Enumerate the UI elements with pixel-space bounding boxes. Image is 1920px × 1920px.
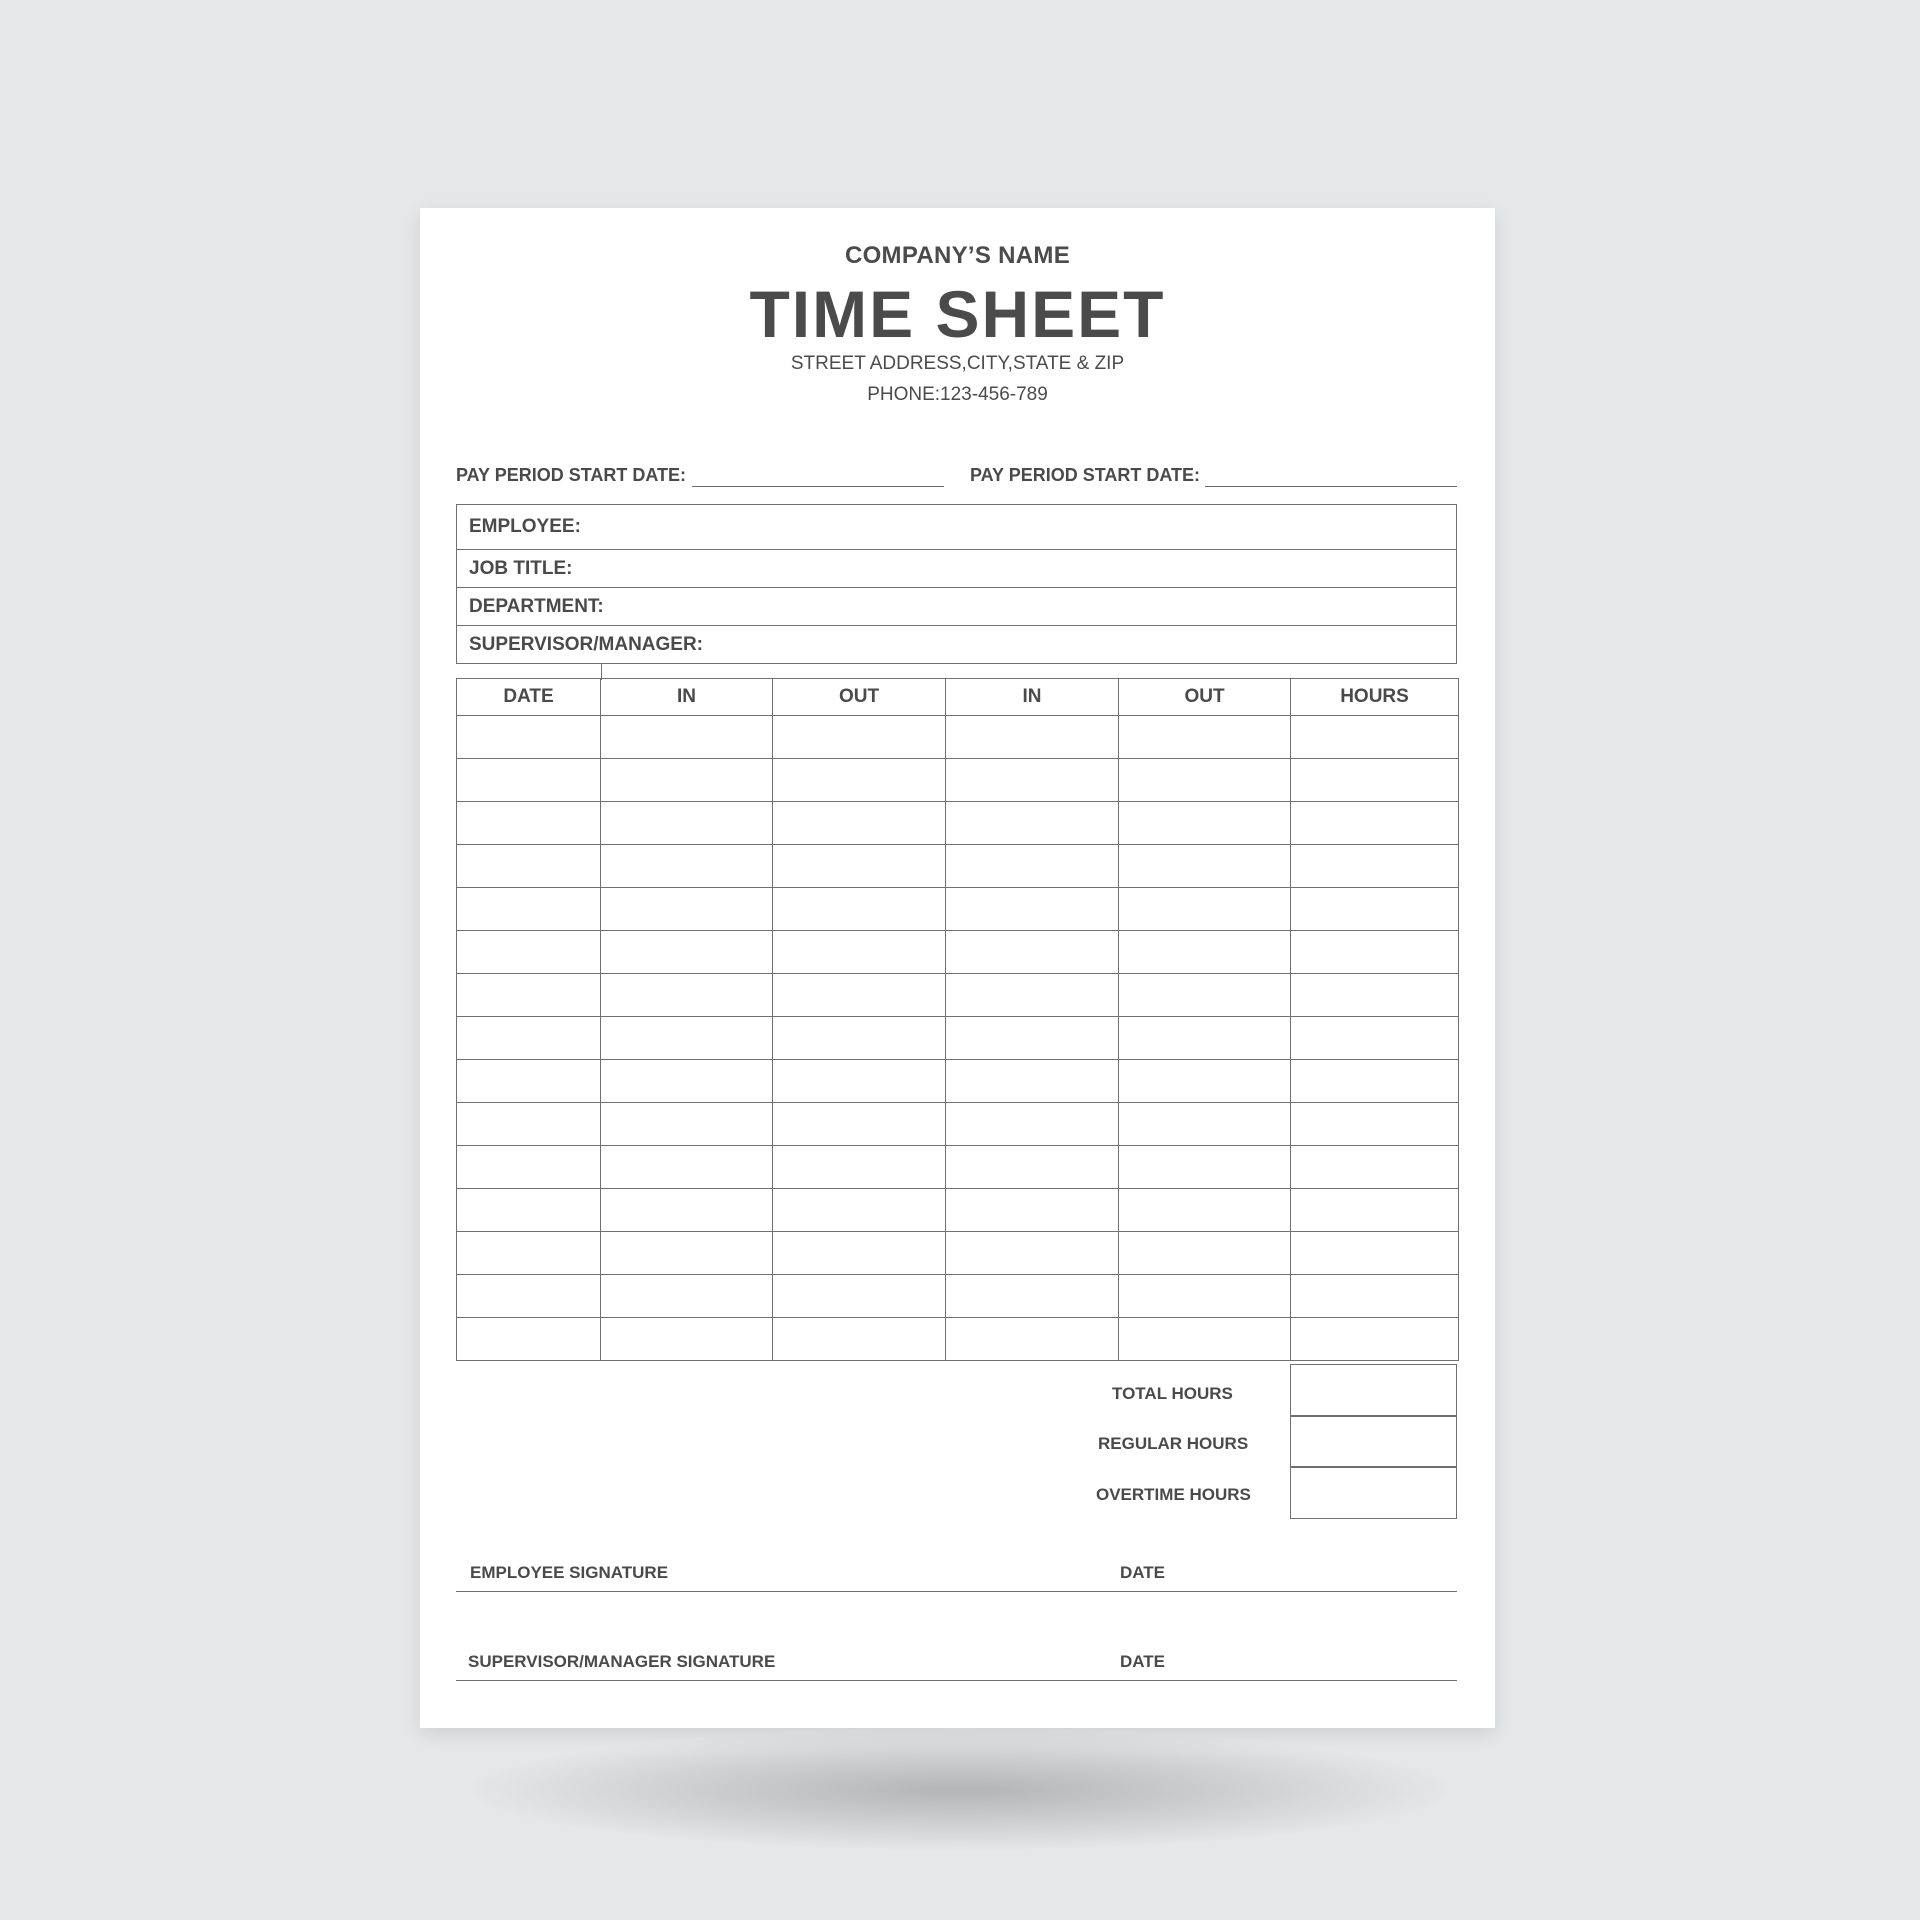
cell-in-2[interactable] [946, 1189, 1119, 1232]
cell-date[interactable] [457, 716, 601, 759]
cell-out-2[interactable] [1119, 1103, 1291, 1146]
cell-hours[interactable] [1291, 1103, 1459, 1146]
cell-in-2[interactable] [946, 802, 1119, 845]
cell-out-1[interactable] [773, 888, 946, 931]
cell-date[interactable] [457, 1146, 601, 1189]
cell-in-1[interactable] [601, 845, 773, 888]
cell-in-1[interactable] [601, 1232, 773, 1275]
table-row [457, 1275, 1459, 1318]
cell-out-2[interactable] [1119, 716, 1291, 759]
cell-in-1[interactable] [601, 1017, 773, 1060]
cell-out-2[interactable] [1119, 1017, 1291, 1060]
cell-in-2[interactable] [946, 931, 1119, 974]
column-header-out: OUT [1119, 679, 1291, 716]
table-row [457, 759, 1459, 802]
cell-out-1[interactable] [773, 1189, 946, 1232]
department-field[interactable] [457, 588, 1456, 626]
company-address: STREET ADDRESS,CITY,STATE & ZIP [790, 353, 1125, 374]
table-header-row [457, 679, 1459, 716]
cell-hours[interactable] [1291, 1275, 1459, 1318]
table-row [457, 888, 1459, 931]
cell-out-1[interactable] [773, 931, 946, 974]
cell-hours[interactable] [1291, 1318, 1459, 1361]
regular-hours-label: REGULAR HOURS [1098, 1434, 1249, 1453]
cell-out-2[interactable] [1119, 759, 1291, 802]
cell-in-1[interactable] [601, 1189, 773, 1232]
table-row [457, 1017, 1459, 1060]
cell-date[interactable] [457, 802, 601, 845]
total-hours-label: TOTAL HOURS [1112, 1384, 1233, 1403]
paper-shadow [470, 1730, 1450, 1850]
cell-date[interactable] [457, 1318, 601, 1361]
cell-in-2[interactable] [946, 1318, 1119, 1361]
cell-out-1[interactable] [773, 802, 946, 845]
company-name: COMPANY’S NAME [844, 242, 1071, 269]
cell-out-2[interactable] [1119, 845, 1291, 888]
cell-in-2[interactable] [946, 1103, 1119, 1146]
employee-info-box [456, 504, 1457, 664]
cell-out-2[interactable] [1119, 1189, 1291, 1232]
regular-hours-field[interactable] [1290, 1415, 1457, 1468]
cell-date[interactable] [457, 1017, 601, 1060]
cell-out-2[interactable] [1119, 1275, 1291, 1318]
cell-date[interactable] [457, 845, 601, 888]
column-header-in: IN [946, 679, 1119, 716]
table-row [457, 802, 1459, 845]
cell-in-1[interactable] [601, 931, 773, 974]
column-header-hours: HOURS [1291, 679, 1459, 716]
cell-out-1[interactable] [773, 759, 946, 802]
cell-hours[interactable] [1291, 974, 1459, 1017]
cell-in-2[interactable] [946, 888, 1119, 931]
employee-field[interactable] [457, 505, 1456, 550]
cell-in-1[interactable] [601, 1060, 773, 1103]
cell-date[interactable] [457, 1275, 601, 1318]
cell-date[interactable] [457, 931, 601, 974]
cell-out-1[interactable] [773, 1060, 946, 1103]
employee-date-label: DATE [1120, 1563, 1166, 1582]
cell-in-1[interactable] [601, 974, 773, 1017]
cell-in-2[interactable] [946, 759, 1119, 802]
table-row [457, 1189, 1459, 1232]
total-hours-field[interactable] [1290, 1364, 1457, 1417]
employee-signature-label: EMPLOYEE SIGNATURE [470, 1563, 669, 1582]
cell-in-1[interactable] [601, 1318, 773, 1361]
cell-date[interactable] [457, 974, 601, 1017]
cell-out-1[interactable] [773, 1275, 946, 1318]
cell-out-2[interactable] [1119, 1318, 1291, 1361]
cell-date[interactable] [457, 1232, 601, 1275]
table-row [457, 1146, 1459, 1189]
cell-in-1[interactable] [601, 1275, 773, 1318]
table-row [457, 974, 1459, 1017]
cell-in-2[interactable] [946, 974, 1119, 1017]
cell-hours[interactable] [1291, 888, 1459, 931]
cell-in-1[interactable] [601, 759, 773, 802]
cell-in-2[interactable] [946, 1146, 1119, 1189]
cell-in-2[interactable] [946, 1232, 1119, 1275]
cell-out-2[interactable] [1119, 974, 1291, 1017]
table-body [457, 716, 1459, 1361]
cell-in-1[interactable] [601, 802, 773, 845]
cell-out-2[interactable] [1119, 888, 1291, 931]
cell-in-2[interactable] [946, 1275, 1119, 1318]
cell-in-2[interactable] [946, 716, 1119, 759]
supervisor-manager-label: SUPERVISOR/MANAGER: [469, 633, 704, 655]
cell-in-1[interactable] [601, 1146, 773, 1189]
department-label: DEPARTMENT: [469, 595, 604, 617]
cell-date[interactable] [457, 759, 601, 802]
supervisor-manager-field[interactable] [457, 626, 1456, 663]
cell-in-2[interactable] [946, 1017, 1119, 1060]
cell-out-1[interactable] [773, 716, 946, 759]
table-row [457, 931, 1459, 974]
cell-date[interactable] [457, 888, 601, 931]
cell-out-2[interactable] [1119, 802, 1291, 845]
job-title-label: JOB TITLE: [469, 557, 573, 579]
cell-out-1[interactable] [773, 1017, 946, 1060]
table-row [457, 1060, 1459, 1103]
cell-hours[interactable] [1291, 759, 1459, 802]
cell-out-1[interactable] [773, 1318, 946, 1361]
cell-out-2[interactable] [1119, 1232, 1291, 1275]
cell-hours[interactable] [1291, 1017, 1459, 1060]
cell-out-2[interactable] [1119, 1146, 1291, 1189]
company-phone: PHONE:123-456-789 [867, 384, 1048, 405]
time-sheet-paper [420, 208, 1495, 1728]
cell-hours[interactable] [1291, 931, 1459, 974]
supervisor-signature-label: SUPERVISOR/MANAGER SIGNATURE [468, 1652, 776, 1671]
cell-in-1[interactable] [601, 1103, 773, 1146]
cell-hours[interactable] [1291, 1060, 1459, 1103]
cell-in-2[interactable] [946, 1060, 1119, 1103]
table-row [457, 1318, 1459, 1361]
employee-signature-line[interactable] [456, 1591, 1457, 1592]
cell-out-2[interactable] [1119, 1060, 1291, 1103]
cell-date[interactable] [457, 1189, 601, 1232]
page-title: TIME SHEET [749, 277, 1166, 351]
pay-period-start-field[interactable] [692, 486, 944, 487]
employee-label: EMPLOYEE: [469, 516, 581, 537]
table-row [457, 1232, 1459, 1275]
cell-hours[interactable] [1291, 1189, 1459, 1232]
cell-hours[interactable] [1291, 1146, 1459, 1189]
table-row [457, 716, 1459, 759]
cell-in-2[interactable] [946, 845, 1119, 888]
table-row [457, 1103, 1459, 1146]
cell-out-1[interactable] [773, 845, 946, 888]
overtime-hours-label: OVERTIME HOURS [1096, 1485, 1251, 1504]
overtime-hours-field[interactable] [1290, 1466, 1457, 1519]
cell-out-1[interactable] [773, 1146, 946, 1189]
supervisor-date-label: DATE [1120, 1652, 1166, 1671]
column-header-out: OUT [773, 679, 946, 716]
cell-hours[interactable] [1291, 716, 1459, 759]
table-row [457, 845, 1459, 888]
cell-hours[interactable] [1291, 1232, 1459, 1275]
cell-date[interactable] [457, 1103, 601, 1146]
cell-date[interactable] [457, 1060, 601, 1103]
column-header-date: DATE [457, 679, 601, 716]
column-header-in: IN [601, 679, 773, 716]
job-title-field[interactable] [457, 550, 1456, 588]
cell-out-1[interactable] [773, 974, 946, 1017]
time-entry-table [456, 678, 1459, 1361]
cell-out-1[interactable] [773, 1232, 946, 1275]
cell-in-1[interactable] [601, 888, 773, 931]
pay-period-start-label: PAY PERIOD START DATE: [456, 465, 687, 485]
cell-out-1[interactable] [773, 1103, 946, 1146]
cell-hours[interactable] [1291, 802, 1459, 845]
supervisor-signature-line[interactable] [456, 1680, 1457, 1681]
cell-out-2[interactable] [1119, 931, 1291, 974]
cell-in-1[interactable] [601, 716, 773, 759]
pay-period-end-field[interactable] [1205, 486, 1457, 487]
cell-hours[interactable] [1291, 845, 1459, 888]
pay-period-end-label: PAY PERIOD START DATE: [970, 465, 1201, 485]
